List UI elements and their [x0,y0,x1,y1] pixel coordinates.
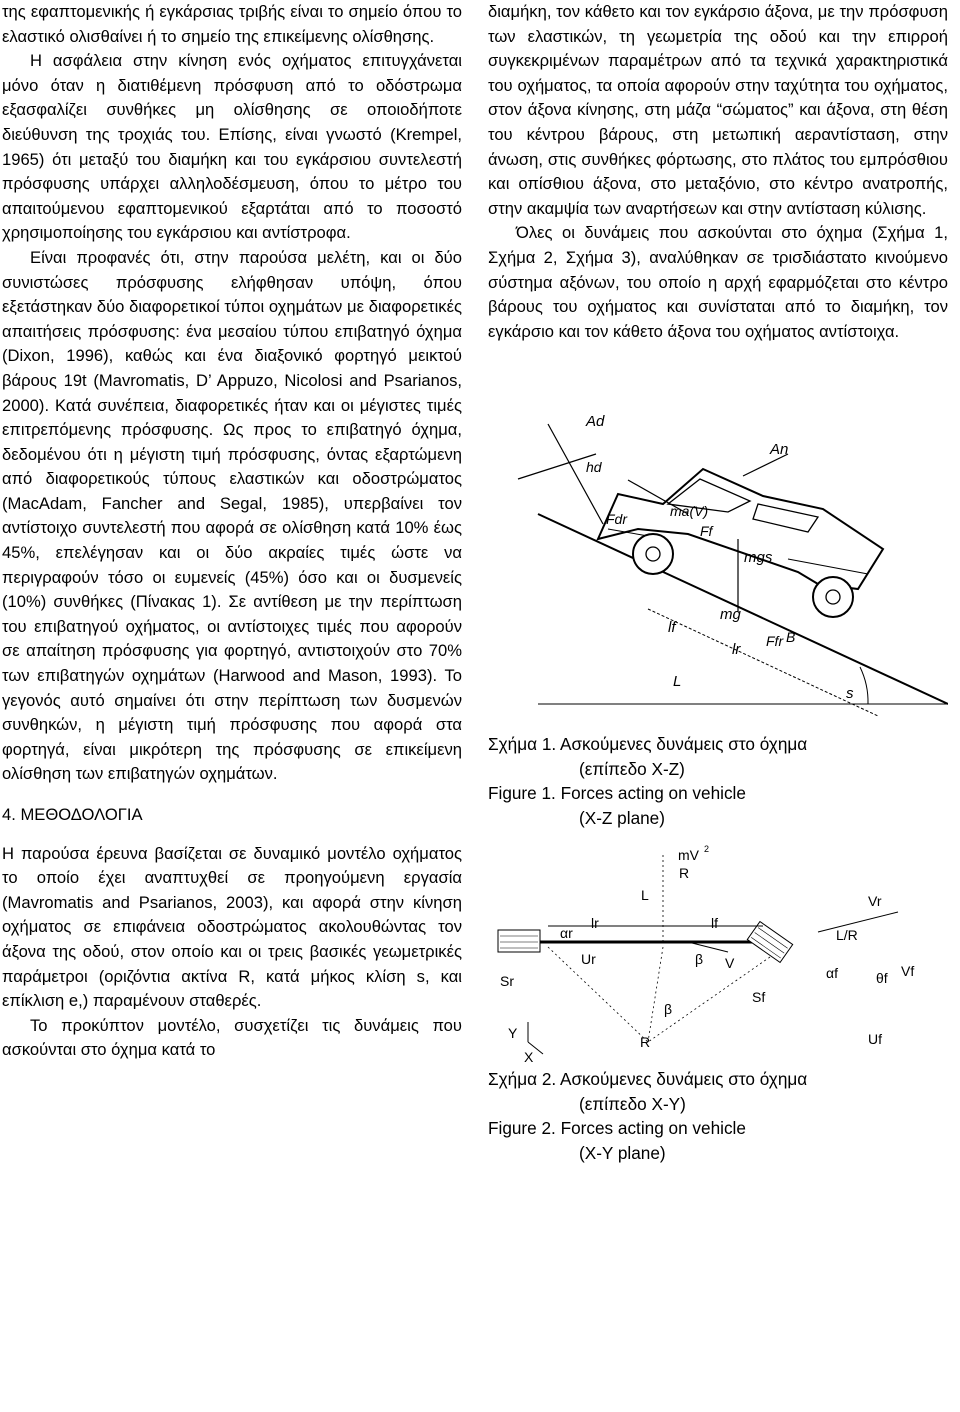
figure-2-xy-forces [488,832,948,1067]
label-Sr: Sr [500,973,514,990]
label-R-bottom: R [640,1034,651,1051]
slope-angle-arc [860,667,868,704]
caption-greek: Σχήμα 2. Ασκούμενες δυνάμεις στο όχημα [488,1069,808,1090]
figure-1-xz-forces [488,384,948,724]
body-paragraph: Η παρούσα έρευνα βασίζεται σε δυναμικό μοντέλο οχήματος το οποίο έχει αναπτυχθεί σε προηγούμενη εργασία (Mavromatis and Psarianos, 2003), και αφορά στην κίνηση οχήματος σε επιφάνεια οδοστρώματος ακολουθώντας τον άξονα της οδού, στον οποίο και οι τρεις βασικές γεωμετρικές παράμετροι (οριζόντια ακτίνα R, κατά μήκος κλίση s, και επίκλιση e,) παραμένουν σταθερές. [2,843,462,1011]
label-Ur: Ur [581,951,596,968]
label-Uf: Uf [868,1031,882,1048]
label-mg: mg [720,606,741,624]
figure-2-caption [488,1067,948,1165]
body-paragraph: διαμήκη, τον κάθετο και τον εγκάρσιο άξονα, με την πρόσφυση των ελαστικών, τη γεωμετρία της οδού και την επιρροή συγκεκριμένων παραμέτρων από τα τεχνικά χαρακτηριστικά του οχήματος, τα οποία αφορούν στην ταχύτητα του οχήματος, στον άξονα κίνησης, στη μάζα “σώματος” και άξονα, στη θέση του κέντρου βάρους, στη μετωπική αεραντίσταση, στην άνωση, στις συνθήκες φόρτωσης, στο πλάτος του εμπρόσθιου και οπίσθιου άξονα, στο μεταξόνιο, στο κέντρο ανατροπής, στην ακαμψία των αναρτήσεων και στην αντίσταση κύλισης. [488,2,948,218]
label-ma: ma(V) [670,503,709,520]
body-paragraph: της εφαπτομενικής ή εγκάρσιας τριβής είναι το σημείο όπου το ελαστικό ολισθαίνει ή το σημείο της επικείμενης ολίσθησης. [2,2,462,46]
caption-english-sub: (X-Y plane) [579,1142,666,1163]
rear-wheel-plan [498,930,540,952]
label-lf: lf [711,915,718,932]
drag-force-arrow [518,454,596,479]
label-mgs: mgs [744,549,773,567]
label-thf: θf [876,970,888,987]
label-lr: lr [591,915,599,932]
section-heading: 4. ΜΕΘΟΔΟΛΟΓΙΑ [2,805,143,824]
label-sq: 2 [704,844,710,855]
label-Vr: Vr [868,893,882,910]
label-An: An [770,441,789,459]
caption-greek-sub: (επίπεδο X-Z) [579,758,685,779]
label-B: B [786,629,796,646]
label-beta2: β [664,1001,673,1018]
wheelbase-dimension [648,609,878,716]
body-paragraph: Είναι προφανές ότι, στην παρούσα μελέτη, και οι δύο συνιστώσες πρόσφυσης ελήφθησαν υπόψη, όπου εξετάστηκαν δύο διαφορετικοί τύποι οχημάτων με διαφορετικές απαιτήσεις πρόσφυσης: ένα μεσαίου τύπου επιβατηγό όχημα (Dixon, 1996), καθώς και ένα διαξονικό φορτηγό μεικτού βάρους 19t (Mavromatis, D’ Appuzo, Nicolosi and Psarianos, 2000). Κατά συνέπεια, διαφορετικές ήταν και οι μέγιστες τιμές επιτρεπόμενης πρόσφυσης. Ως προς το επιβατηγό όχημα, δεδομένου ότι η μέγιστη τιμή πρόσφυσης, όντας εξαρτώμενη από διαφορετικούς τύπους ελαστικών και οδοστρώματος (MacAdam, Fancher and Segal, 1985), υπερβαίνει τον αντίστοιχο συντελεστή που αφορά σε ολίσθηση κατά 10% έως 45%, επελέγησαν και οι δύο ακραίες τιμές ώστε να περιγραφούν τόσο οι ευμενείς (45%) όσο και οι δυσμενείς (10%) συνθήκες (Πίνακας 1). Σε αντίθεση με την περίπτωση του επιβατηγού οχήματος, οι αντίστοιχες τιμές που αφορούν σε απαίτηση πρόσφυσης για φορτηγό, αντιστοιχούν στο 70% των επιβατηγών οχημάτων (Harwood and Mason, 1993). Το γεγονός αυτό σημαίνει ότι στην περίπτωση των δυσμενών συνθηκών, η μέγιστη τιμή πρόσφυσης που αφορά στα φορτηγά, είναι μικρότερη της πρόσφυσης σε επικείμενη ολίσθηση των επιβατηγών οχημάτων. [2,247,462,784]
label-lr: lr [732,641,741,659]
cg-radius-line [648,947,663,1042]
caption-greek: Σχήμα 1. Ασκούμενες δυνάμεις στο όχημα [488,734,808,755]
label-mV: mV [678,847,699,864]
label-s: s [846,685,854,703]
label-L: L [673,673,682,691]
label-Ff: Ff [700,523,713,540]
caption-english-sub: (X-Z plane) [579,807,665,828]
label-X: X [524,1049,534,1066]
label-lf: lf [668,619,676,637]
label-ar: αr [560,925,573,942]
label-L: L [641,887,649,904]
body-paragraph: Όλες οι δυνάμεις που ασκούνται στο όχημα (Σχήμα 1, Σχήμα 2, Σχήμα 3), αναλύθηκαν σε τρισδιάστατο κινούμενο σύστημα αξόνων, του οποίο η αρχή εφαρμόζεται στο κέντρο βάρους του οχήματος και συνίσταται από το διαμήκη, τον εγκάρσιο και τον κάθετο άξονα του οχήματος αντίστοιχα. [488,223,948,341]
rear-wheel [633,534,673,574]
label-Y: Y [508,1025,518,1042]
right-column [488,0,948,1165]
front-wheel [813,577,853,617]
front-velocity-arrow [818,912,898,932]
body-paragraph: Το προκύπτον μοντέλο, συσχετίζει τις δυνάμεις που ασκούνται στο όχημα κατά το [2,1015,462,1060]
body-paragraph: Η ασφάλεια στην κίνηση ενός οχήματος επιτυγχάνεται μόνο όταν η διατιθέμενη πρόσφυση από το οδόστρωμα εξασφαλίζει συνθήκες μη ολίσθησης σε οποιοδήποτε διεύθυνση της τροχιάς του. Επίσης, είναι γνωστό (Krempel, 1965) ότι μεταξύ του διαμήκη και του εγκάρσιου συντελεστή πρόσφυσης υπάρχει αλληλοδέσμευση, όπου το μέτρο του απαιτούμενου εφαπτομενικού εξαρτάται από το ποσοστό χρησιμοποίησης του εγκάρσιου και αντίστροφα. [2,51,462,243]
label-Ad: Ad [586,413,605,431]
label-Fdr: Fdr [606,511,627,528]
figure-1-caption [488,732,948,830]
label-V: V [725,955,735,972]
rear-radius-line [548,947,648,1042]
caption-greek-sub: (επίπεδο X-Y) [579,1093,686,1114]
label-af: αf [826,965,838,982]
label-Vf: Vf [901,963,915,980]
label-Sf: Sf [752,989,766,1006]
label-R-top: R [679,865,690,882]
label-Ffr: Ffr [766,633,784,650]
label-beta: β [695,951,704,968]
front-wheel-plan [747,922,792,963]
label-LR: L/R [836,927,858,944]
caption-english: Figure 2. Forces acting on vehicle [488,1118,746,1139]
label-hd: hd [586,459,602,476]
caption-english: Figure 1. Forces acting on vehicle [488,783,746,804]
left-column [2,0,462,1063]
